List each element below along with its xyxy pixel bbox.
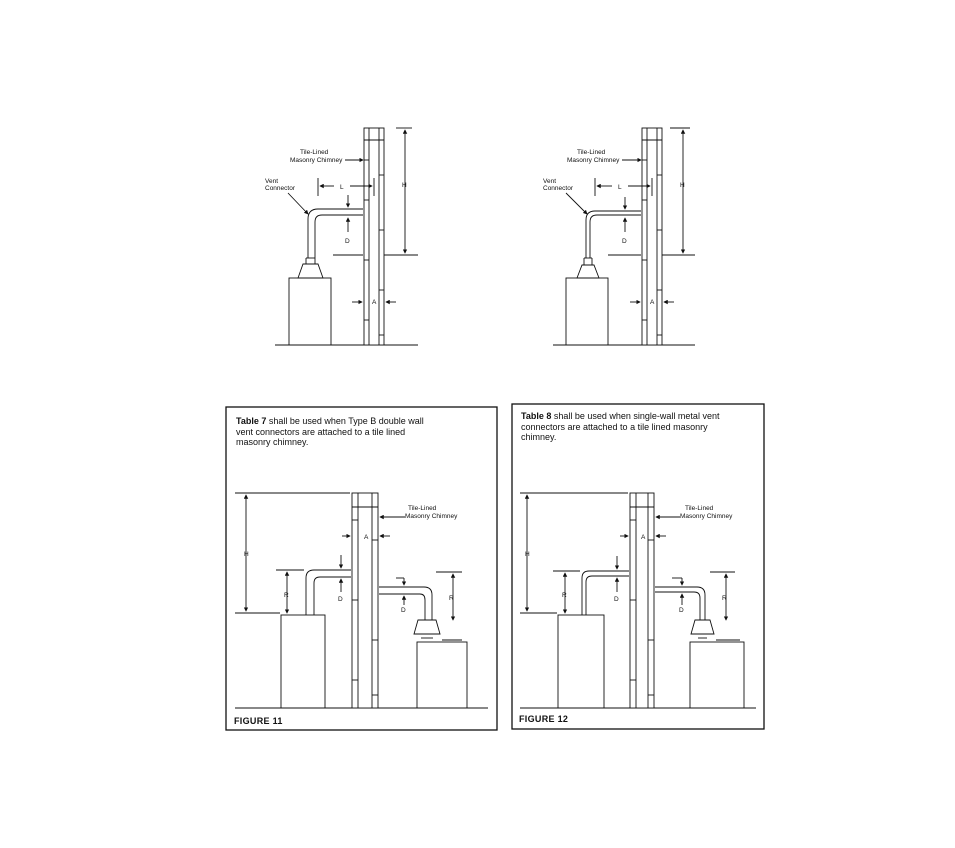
caption-table-ref: Table 7: [236, 416, 267, 426]
dim-H: H: [680, 182, 685, 189]
dim-L: L: [618, 184, 622, 191]
dim-R-right: R: [722, 595, 727, 602]
connector-label-line2: Connector: [265, 185, 295, 192]
dim-A: A: [372, 299, 377, 306]
vent-connector-left: [582, 571, 629, 615]
dim-R-left: R: [284, 592, 289, 599]
dim-D-right: D: [679, 607, 684, 614]
caption-text: shall be used when Type B double wall vent connectors are attached to a tile lined masonry chimney.: [236, 416, 424, 447]
water-heater-left: [558, 615, 604, 708]
dim-D: D: [345, 238, 350, 245]
dim-R-right: R: [449, 595, 454, 602]
dim-H: H: [402, 182, 407, 189]
draft-hood: [577, 265, 599, 278]
connector-label-line2: Connector: [543, 185, 573, 192]
figure-11-label: FIGURE 11: [234, 716, 283, 726]
vent-connector: [308, 209, 363, 258]
dim-D: D: [622, 238, 627, 245]
vent-connector-right: [379, 587, 432, 620]
chimney-label-line1: Tile-Lined: [685, 505, 714, 512]
dim-D-right: D: [401, 607, 406, 614]
draft-hood-right: [414, 620, 440, 634]
connector-label-line1: Vent: [543, 178, 557, 185]
water-heater: [566, 278, 608, 345]
chimney: [642, 128, 662, 345]
figure-11: [226, 407, 497, 730]
draft-hood: [298, 264, 323, 278]
water-heater: [289, 278, 331, 345]
draft-hood-right: [691, 620, 714, 634]
dim-A: A: [650, 299, 655, 306]
chimney: [352, 493, 378, 708]
chimney: [364, 128, 384, 345]
dim-H: H: [244, 551, 249, 558]
dim-D-left: D: [614, 596, 619, 603]
figure-12-label: FIGURE 12: [519, 714, 569, 724]
dim-R-left: R: [562, 592, 567, 599]
chimney-label-line2: Masonry Chimney: [290, 157, 343, 164]
chimney-label-line1: Tile-Lined: [577, 149, 606, 156]
chimney-label-line2: Masonry Chimney: [405, 513, 458, 520]
chimney-label-line2: Masonry Chimney: [680, 513, 733, 520]
chimney: [630, 493, 654, 708]
figure-11-caption: [236, 416, 436, 448]
caption-table-ref: Table 8: [521, 411, 552, 421]
chimney-label-line1: Tile-Lined: [300, 149, 329, 156]
figure-12-caption: [521, 411, 731, 443]
water-heater-right: [690, 642, 744, 708]
connector-label-line1: Vent: [265, 178, 279, 185]
figure-12: [512, 404, 764, 729]
vent-connector: [586, 211, 641, 258]
dim-A: A: [641, 534, 646, 541]
chimney-label-line1: Tile-Lined: [408, 505, 437, 512]
dim-D-left: D: [338, 596, 343, 603]
dim-H: H: [525, 551, 530, 558]
water-heater-right: [417, 642, 467, 708]
caption-text: shall be used when single-wall metal vent connectors are attached to a tile lined masonry chimney.: [521, 411, 720, 442]
chimney-label-line2: Masonry Chimney: [567, 157, 620, 164]
dim-A: A: [364, 534, 369, 541]
water-heater-left: [281, 615, 325, 708]
dim-L: L: [340, 184, 344, 191]
